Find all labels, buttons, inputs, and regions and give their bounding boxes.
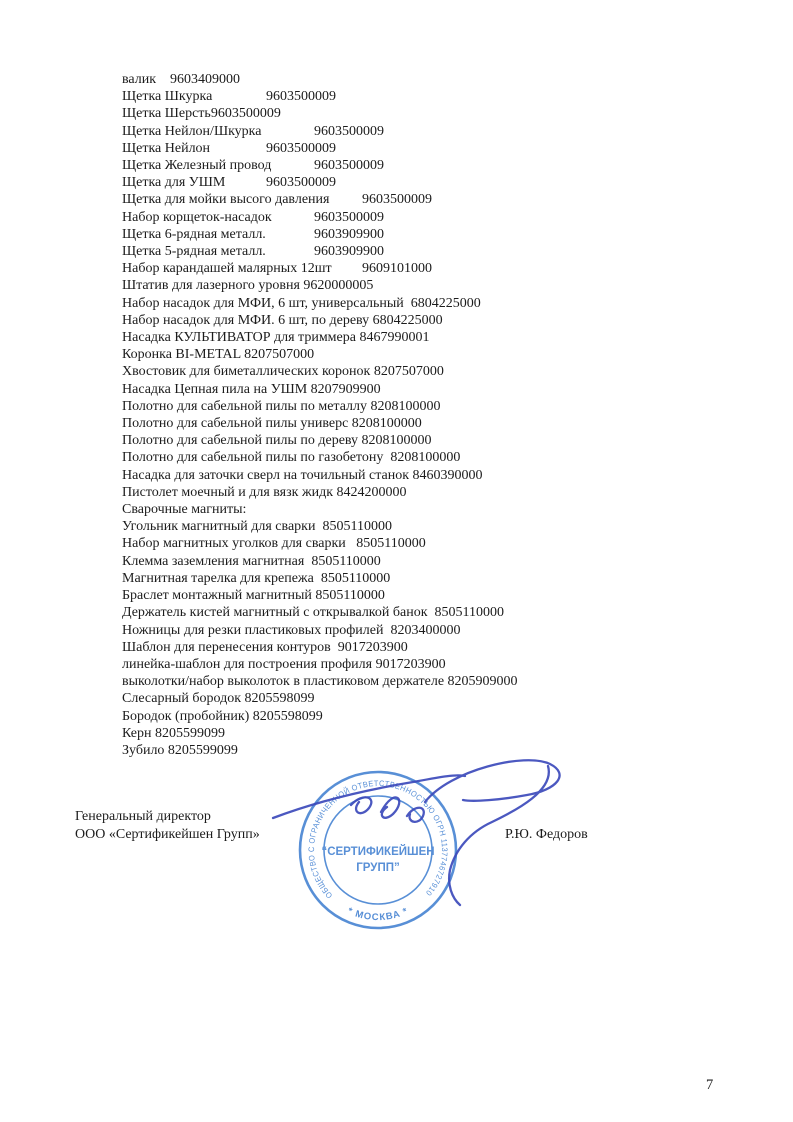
list-item: Слесарный бородок 8205598099 — [122, 691, 315, 707]
list-item: выколотки/набор выколоток в пластиковом держателе 8205909000 — [122, 674, 518, 690]
list-item: Щетка Нейлон 9603500009 — [122, 140, 336, 156]
stamp-city-text: * МОСКВА * — [345, 905, 411, 924]
list-item: Полотно для сабельной пилы по газобетону 8208100000 — [122, 450, 461, 466]
list-item: Держатель кистей магнитный с открывалкой банок 8505110000 — [122, 605, 505, 621]
page-number: 7 — [706, 1077, 714, 1093]
list-item: Шаблон для перенесения контуров 9017203900 — [122, 639, 408, 655]
list-item: Ножницы для резки пластиковых профилей 8203400000 — [122, 622, 461, 638]
list-item: Щетка Шерсть9603500009 — [122, 106, 281, 122]
list-item: Насадка КУЛЬТИВАТОР для триммера 8467990001 — [122, 330, 430, 346]
list-item: Полотно для сабельной пилы универс 8208100000 — [122, 416, 422, 432]
list-item: Щетка 6-рядная металл. 9603909900 — [122, 226, 384, 242]
list-item: Угольник магнитный для сварки 8505110000 — [122, 519, 392, 535]
list-item: Щетка для УШМ 9603500009 — [122, 175, 336, 191]
list-item: Щетка 5-рядная металл. 9603909900 — [122, 244, 384, 260]
list-item: валик 9603409000 — [122, 72, 240, 87]
signature-role — [75, 808, 260, 843]
list-item: Хвостовик для биметаллических коронок 8207507000 — [122, 364, 444, 380]
list-item: Полотно для сабельной пилы по дереву 8208100000 — [122, 433, 432, 449]
list-item: Полотно для сабельной пилы по металлу 8208100000 — [122, 398, 441, 414]
stamp-center-line-2: ГРУПП” — [356, 862, 400, 874]
list-item: Бородок (пробойник) 8205598099 — [122, 708, 323, 724]
product-list — [122, 71, 518, 759]
list-item: Набор корщеток-насадок 9603500009 — [122, 209, 384, 225]
list-item: Браслет монтажный магнитный 8505110000 — [122, 588, 385, 604]
role-line-2: ООО «Сертификейшен Групп» — [75, 826, 260, 842]
list-item: Набор карандашей малярных 12шт 9609101000 — [122, 261, 432, 277]
list-item: Щетка Шкурка 9603500009 — [122, 89, 336, 105]
list-item: Коронка BI-METAL 8207507000 — [122, 347, 315, 363]
list-item: Керн 8205599099 — [122, 725, 226, 741]
list-item: Набор насадок для МФИ. 6 шт, по дереву 6804225000 — [122, 312, 443, 328]
list-item: Насадка Цепная пила на УШМ 8207909900 — [122, 381, 381, 397]
stamp-ring-text: ОБЩЕСТВО С ОГРАНИЧЕННОЙ ОТВЕТСТВЕННОСТЬЮ ОГРН 1137746727910 — [306, 778, 450, 901]
list-item: Щетка для мойки высого давления 9603500009 — [122, 192, 432, 208]
list-item: Зубило 8205599099 — [122, 742, 238, 758]
stamp-and-signature — [255, 750, 585, 955]
list-item: Клемма заземления магнитная 8505110000 — [122, 553, 381, 569]
list-item: Штатив для лазерного уровня 9620000005 — [122, 278, 374, 294]
list-item: линейка-шаблон для построения профиля 9017203900 — [122, 656, 446, 672]
list-item: Набор магнитных уголков для сварки 8505110000 — [122, 536, 426, 552]
signer-name: Р.Ю. Федоров — [505, 827, 588, 842]
list-item: Щетка Железный провод 9603500009 — [122, 158, 384, 174]
stamp-center-line-1: “СЕРТИФИКЕЙШЕН — [321, 846, 435, 858]
list-item: Щетка Нейлон/Шкурка 9603500009 — [122, 123, 384, 139]
list-item: Насадка для заточки сверл на точильный станок 8460390000 — [122, 467, 483, 483]
list-item: Сварочные магниты: — [122, 502, 247, 518]
list-item: Пистолет моечный и для вязк жидк 8424200000 — [122, 484, 407, 500]
role-line-1: Генеральный директор — [75, 809, 211, 824]
list-item: Набор насадок для МФИ, 6 шт, универсальный 6804225000 — [122, 295, 481, 311]
list-item: Магнитная тарелка для крепежа 8505110000 — [122, 570, 391, 586]
